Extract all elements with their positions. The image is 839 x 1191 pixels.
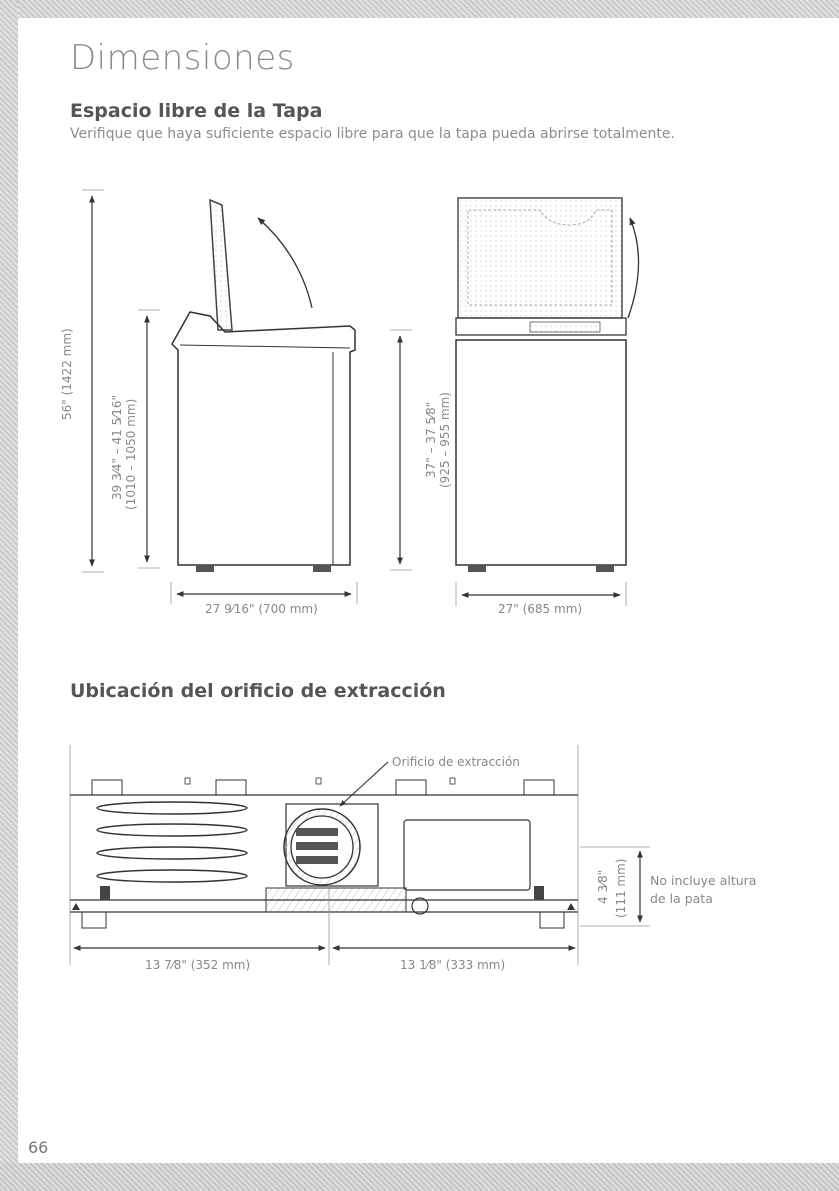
- drain-hole-callout: Orificio de extracción: [392, 755, 520, 769]
- page-number: 66: [28, 1138, 49, 1157]
- open-lid-side: [210, 200, 232, 330]
- lid-clearance-heading: Espacio libre de la Tapa: [70, 100, 323, 122]
- front-cabinet-height-mm-label: (925 – 955 mm): [438, 392, 452, 488]
- side-cabinet-height-mm-label: (1010 – 1050 mm): [124, 398, 138, 510]
- leg-height-note: No incluye altura de la pata: [650, 873, 757, 906]
- open-lid-front: [458, 198, 622, 318]
- washer-side-body: [172, 312, 355, 565]
- drain-hole-drawing: [70, 745, 650, 965]
- page-title: Dimensiones: [70, 38, 295, 78]
- front-lid-arc-arrow: [628, 218, 639, 318]
- drain-height-label: 4 3⁄8": [596, 869, 610, 904]
- drain-hole-heading: Ubicación del orificio de extracción: [70, 680, 446, 702]
- total-height-label: 56" (1422 mm): [60, 328, 74, 420]
- side-cabinet-height-label: 39 3⁄4" – 41 5⁄16": [110, 394, 124, 500]
- drain-height-mm-label: (111 mm): [614, 858, 628, 918]
- callout-leader: [340, 762, 388, 806]
- left-distance-label: 13 7⁄8" (352 mm): [145, 958, 251, 972]
- right-distance-label: 13 1⁄8" (333 mm): [400, 958, 506, 972]
- washer-front-body: [456, 340, 626, 565]
- lid-arc-arrow: [258, 218, 312, 308]
- side-depth-label: 27 9⁄16" (700 mm): [205, 602, 318, 616]
- front-cabinet-height-label: 37" – 37 5⁄8": [424, 401, 438, 478]
- front-width-label: 27" (685 mm): [498, 602, 583, 616]
- lid-clearance-description: Verifique que haya suficiente espacio libre para que la tapa pueda abrirse totalmente.: [70, 126, 675, 142]
